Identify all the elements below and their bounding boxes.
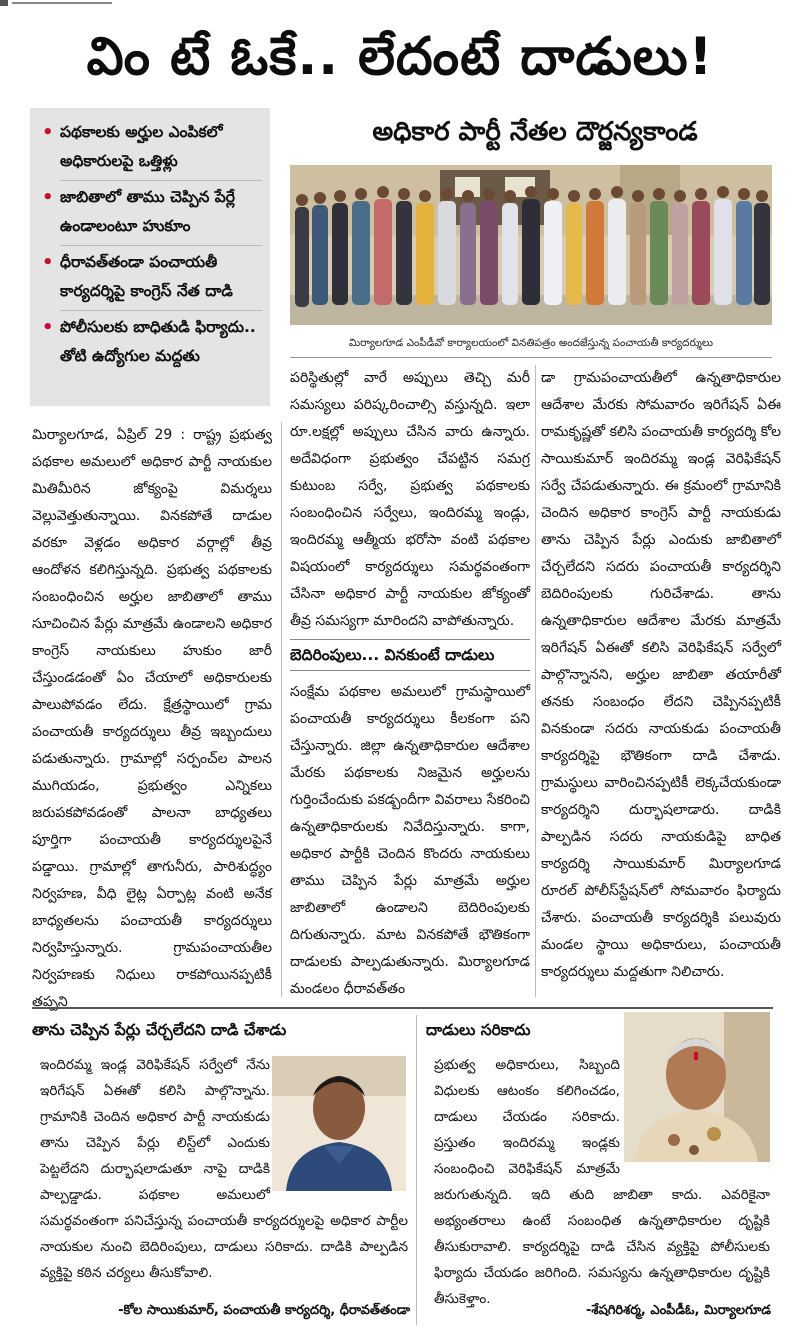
bullet-icon: • <box>42 187 54 208</box>
page-corner-mark <box>0 0 8 6</box>
group-photo-illustration <box>290 165 772 325</box>
bullet-icon: • <box>42 122 54 143</box>
group-photo <box>290 165 772 325</box>
quote-box-signature: -కోల సాయికుమార్, పంచాయతీ కార్యదర్శి, ధీరావత్‌తండా <box>118 1303 410 1318</box>
quote-box-secretary <box>32 1012 410 1327</box>
photo-caption: మిర్యాలగూడ ఎంపీడీవో కార్యాలయంలో వినతిపత్రం అందజేస్తున్న పంచాయతీ కార్యదర్శులు <box>290 328 772 358</box>
article-column-1 <box>32 422 272 1016</box>
quote-box-body: ఇందిరమ్మ ఇండ్ల వెరిఫికేషన్ సర్వేలో నేను ఇరిగేషన్ ఏఈతో కలిసి పాల్గొన్నాను. గ్రామానికి చెందిన అధికార పార్టీ నాయకుడు తాను చెప్పిన పేర్లు లిస్ట్‌లో ఎందుకు పెట్టలేదని దుర్భాషలాడుతూ నాపై దాడికి పాల్పడ్డాడు. పథకాల అమలులో సమర్థవంతంగా పనిచేస్తున్న పంచాయతీ కార్యదర్శులపై అధికార పార్టీల నాయకుల నుంచి బెదిరింపులు, దాడులు సరికాదు. దాడికి పాల్పడిన వ్యక్తిపై కఠిన చర్యలు తీసుకోవాలి. <box>40 1057 408 1281</box>
page-header-rule <box>12 2 112 4</box>
highlight-item: • పోలీసులకు బాధితుడి ఫిర్యాదు.. తోటి ఉద్యోగుల మద్దతు <box>40 313 262 371</box>
column-divider <box>281 422 282 997</box>
quote-box-mpdo <box>426 1012 771 1327</box>
page-top-rule <box>0 0 800 6</box>
highlight-item: • పథకాలకు అర్హుల ఎంపికలో అధికారులపై ఒత్తిళ్లు <box>40 118 262 181</box>
bullet-icon: • <box>42 317 54 338</box>
highlights-box <box>30 108 270 406</box>
quote-box-signature: -శేషగిరిశర్మ, ఎంపీడీఓ, మిర్యాలగూడ <box>586 1303 771 1318</box>
highlight-item: • జాబితాలో తాము చెప్పిన పేర్లే ఉండాలంటూ హుకూం <box>40 183 262 246</box>
highlight-item: • ధీరావత్‌తండా పంచాయతీ కార్యదర్శిపై కాంగ్రెస్ నేత దాడి <box>40 248 262 311</box>
article-paragraph: డా గ్రామపంచాయతీలో ఉన్నతాధికారుల ఆదేశాల మేరకు సోమవారం ఇరిగేషన్ ఏఈ రామకృష్ణతో కలిసి పంచాయతీ కార్యదర్శి కోల సాయికుమార్ ఇందిరమ్మ ఇండ్ల వెరిఫికేషన్ సర్వే చేపడుతున్నారు. ఈ క్రమంలో గ్రామానికి చెందిన అధికార కాంగ్రెస్ పార్టీ నాయకుడు తాను చెప్పిన పేర్లు ఎందుకు జాబితాలో చేర్చలేదని సదరు పంచాయతీ కార్యదర్శిని బెదిరింపులకు గురిచేశాడు. తాను ఉన్నతాధికారుల ఆదేశాల మేరకు మాత్రమే ఇరిగేషన్ ఏఈతో కలిసి వెరిఫికేషన్ సర్వేలో పాల్గొన్నానని, అర్హుల జాబితా తయారీతో తనకు సంబంధం లేదని చెప్పినప్పటికీ వినకుండా సదరు నాయకుడు పంచాయతీ కార్యదర్శిపై భౌతికంగా దాడి చేశాడు. గ్రామస్థులు వారించినప్పటికీ లెక్కచేయకుండా కార్యదర్శిని దుర్భాషలాడారు. దాడికి పాల్పడిన సదరు నాయకుడిపై బాధిత కార్యదర్శి సాయికుమార్ మిర్యాలగూడ రూరల్ పోలీస్‌స్టేషన్‌లో సోమవారం ఫిర్యాదు చేశారు. పంచాయతీ కార్యదర్శికి పలువురు మండల స్థాయి అధికారులు, పంచాయతీ కార్యదర్శులు మద్దతుగా నిలిచారు. <box>541 370 781 980</box>
quote-box-body: ప్రభుత్వ అధికారులు, సిబ్బంది విధులకు ఆటంకం కలిగించడం, దాడులు చేయడం సరికాదు. ప్రస్తుతం ఇందిరమ్మ ఇండ్లకు సంబంధించి వెరిఫికేషన్ మాత్రమే జరుగుతున్నది. ఇది తుది జాబితా కాదు. ఎవరికైనా అభ్యంతరాలు ఉంటే సంబంధిత ఉన్నతాధికారుల దృష్టికి తీసుకురావాలి. కార్యదర్శిపై దాడి చేసిన వ్యక్తిపై పోలీసులకు ఫిర్యాదు చేయడం జరిగింది. సమస్యను ఉన్నతాధికారుల దృష్టికి తీసుకెళ్తాం. <box>434 1057 770 1307</box>
quote-box-title: దాడులు సరికాదు <box>426 1021 531 1039</box>
bullet-icon: • <box>42 252 54 273</box>
subheadline: అధికార పార్టీ నేతల దౌర్జన్యకాండ <box>372 117 698 147</box>
box-divider <box>416 1015 417 1325</box>
section-heading: బెదిరింపులు... వినకుంటే దాడులు <box>290 639 530 671</box>
article-column-3 <box>541 365 781 986</box>
article-column-2 <box>290 365 530 1003</box>
quote-box-title: తాను చెప్పిన పేర్లు చేర్చలేదని దాడి చేశాడు <box>32 1021 287 1039</box>
headline: విం టే ఓకే.. లేదంటే దాడులు! <box>86 27 714 87</box>
highlights-list <box>40 118 262 371</box>
article-paragraph: పరిస్థితుల్లో వారే అప్పులు తెచ్చి మరీ సమస్యలు పరిష్కరించాల్సి వస్తున్నది. ఇలా రూ.లక్షల్లో అప్పులు చేసిన వారు ఉన్నారు. అదేవిధంగా ప్రభుత్వం చేపట్టిన సమగ్ర కుటుంబ సర్వే, ప్రభుత్వ పథకాలకు సంబంధించిన సర్వేలు, ఇందిరమ్మ ఇండ్లు, ఇందిరమ్మ ఆత్మీయ భరోసా వంటి పథకాల విషయంలో కార్యదర్శులు సమర్థవంతంగా చేసినా అధికార పార్టీ నాయకుల జోక్యంతో తీవ్ర సమస్యగా మారిందని వాపోతున్నారు. <box>290 370 530 629</box>
column-divider <box>535 365 536 997</box>
article-paragraph: సంక్షేమ పథకాల అమలులో గ్రామస్థాయిలో పంచాయతీ కార్యదర్శులు కీలకంగా పని చేస్తున్నారు. జిల్లా ఉన్నతాధికారుల ఆదేశాల మేరకు పథకాలకు నిజమైన అర్హులను గుర్తించేందుకు పకడ్బందీగా వివరాలు సేకరించి ఉన్నతాధికారులకు నివేదిస్తున్నారు. కాగా, అధికార పార్టీకి చెందిన కొందరు నాయకులు తాము చెప్పిన పేర్లు మాత్రమే అర్హుల జాబితాలో ఉండాలని బెదిరింపులకు దిగుతున్నారు. మాట వినకపోతే భౌతికంగా దాడులకు పాల్పడుతున్నారు. మిర్యాలగూడ మండలం ధీరావత్‌తం <box>290 684 530 997</box>
article-paragraph: మిర్యాలగూడ, ఏప్రిల్ 29 : రాష్ట్ర ప్రభుత్వ పథకాల అమలులో అధికార పార్టీ నాయకుల మితిమీరిన జోక్యంపై విమర్శలు వెల్లువెత్తుతున్నాయి. వినకపోతే దాడుల వరకూ వెళ్లడం అధికార వర్గాల్లో తీవ్ర ఆందోళన కలిగిస్తున్నది. ప్రభుత్వ పథకాలకు సంబంధించిన అర్హుల జాబితాలో తాము సూచించిన పేర్లు మాత్రమే ఉండాలని అధికార కాంగ్రెస్ నాయకులు హుకుం జారీ చేస్తుండడంతో ఏం చేయాలో అధికారులకు పాలుపోవడం లేదు. క్షేత్రస్థాయిలో గ్రామ పంచాయతీ కార్యదర్శులు తీవ్ర ఇబ్బందులు పడుతున్నారు. గ్రామాల్లో సర్పంచ్‌ల పాలన ముగియడం, ప్రభుత్వం ఎన్నికలు జరుపకపోవడంతో పాలనా బాధ్యతలు పూర్తిగా పంచాయతీ కార్యదర్శులపైనే పడ్డాయి. గ్రామాల్లో తాగునీరు, పారిశుద్ధ్యం నిర్వహణ, వీధి లైట్ల ఏర్పాట్ల వంటి అనేక బాధ్యతలను పంచాయతీ కార్యదర్శులు నిర్వహిస్తున్నారు. గ్రామపంచాయతీల నిర్వహణకు నిధులు రాకపోయినప్పటికీ తప్పని <box>32 427 272 1010</box>
